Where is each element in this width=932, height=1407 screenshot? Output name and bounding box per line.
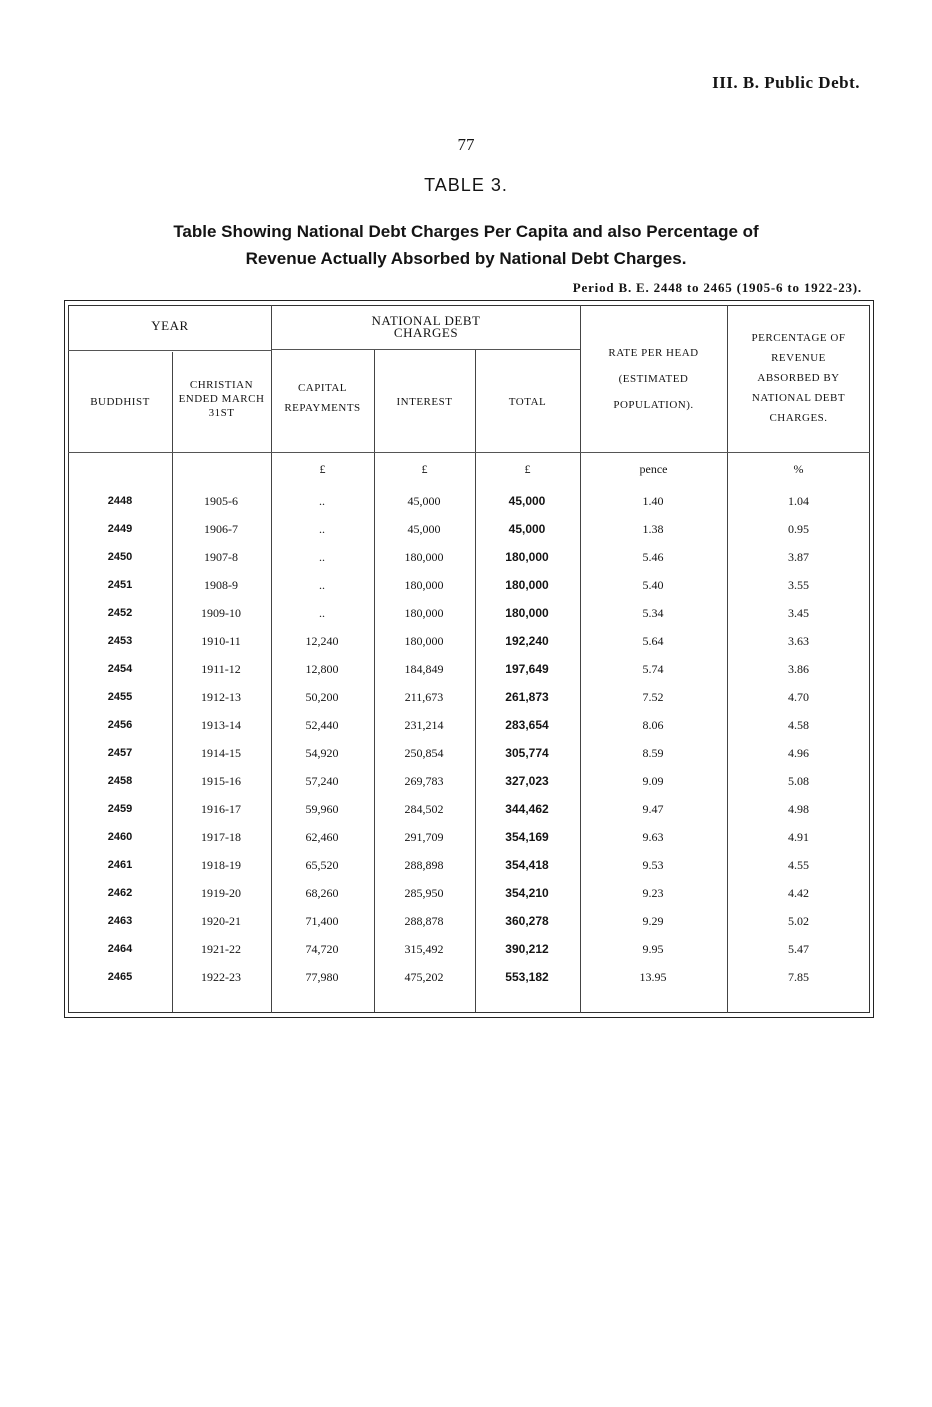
table-row [68, 655, 870, 683]
rate-per-head-cell: 5.46 [642, 550, 664, 564]
percentage-cell: 3.63 [788, 634, 809, 648]
interest-cell: 45,000 [407, 494, 441, 508]
buddhist-year-cell: 2448 [107, 495, 133, 507]
table-row [68, 851, 870, 879]
interest-cell: 180,000 [404, 634, 444, 648]
buddhist-year-cell: 2451 [107, 579, 133, 591]
rate-per-head-cell: 8.59 [642, 746, 664, 760]
capital-repayments-cell: .. [319, 550, 325, 564]
buddhist-year-cell: 2461 [107, 859, 133, 871]
capital-repayments-cell: 12,240 [305, 634, 339, 648]
total-cell: 390,212 [505, 942, 549, 956]
rate-per-head-cell: 9.23 [642, 886, 664, 900]
header-percentage-line-2: REVENUE [771, 352, 826, 364]
rate-per-head-cell: 9.95 [642, 942, 664, 956]
rate-per-head-cell: 5.34 [642, 606, 664, 620]
unit-percentage: % [793, 462, 804, 476]
interest-cell: 288,898 [404, 858, 444, 872]
table-label: TABLE 3. [424, 175, 508, 195]
header-christian-line-1: CHRISTIAN [189, 379, 254, 391]
total-cell: 192,240 [505, 634, 549, 648]
section-reference: III. B. Public Debt. [712, 73, 860, 92]
interest-cell: 284,502 [404, 802, 444, 816]
capital-repayments-cell: 74,720 [305, 942, 339, 956]
unit-capital: £ [319, 462, 326, 476]
capital-repayments-cell: 65,520 [305, 858, 339, 872]
header-percentage-line-4: NATIONAL DEBT [751, 392, 846, 404]
total-cell: 305,774 [505, 746, 549, 760]
table-row [68, 907, 870, 935]
rate-per-head-cell: 5.64 [642, 634, 664, 648]
table-title-line-1: Table Showing National Debt Charges Per Capita and also Percentage of [173, 222, 759, 241]
capital-repayments-cell: .. [319, 606, 325, 620]
rate-per-head-cell: 9.53 [642, 858, 664, 872]
percentage-cell: 3.87 [788, 550, 809, 564]
buddhist-year-cell: 2465 [107, 971, 133, 983]
period-caption: Period B. E. 2448 to 2465 (1905-6 to 1922-23). [572, 280, 862, 295]
percentage-cell: 4.55 [788, 858, 809, 872]
percentage-cell: 4.42 [788, 886, 809, 900]
interest-cell: 45,000 [407, 522, 441, 536]
christian-year-cell: 1920-21 [201, 914, 241, 928]
table-row [68, 767, 870, 795]
total-cell: 354,210 [505, 886, 549, 900]
table-row [68, 935, 870, 963]
buddhist-year-cell: 2452 [107, 607, 133, 619]
rate-per-head-cell: 9.47 [642, 802, 664, 816]
buddhist-year-cell: 2454 [107, 663, 133, 675]
capital-repayments-cell: .. [319, 522, 325, 536]
unit-interest: £ [421, 462, 428, 476]
buddhist-year-cell: 2458 [107, 775, 133, 787]
capital-repayments-cell: 59,960 [305, 802, 339, 816]
capital-repayments-cell: 57,240 [305, 774, 339, 788]
rate-per-head-cell: 9.63 [642, 830, 664, 844]
table-title [0, 218, 932, 272]
table-row [68, 543, 870, 571]
christian-year-cell: 1915-16 [201, 774, 241, 788]
interest-cell: 180,000 [404, 550, 444, 564]
table-row [68, 711, 870, 739]
total-cell: 261,873 [505, 690, 549, 704]
header-year: YEAR [151, 318, 189, 333]
christian-year-cell: 1908-9 [204, 578, 238, 592]
christian-year-cell: 1918-19 [201, 858, 241, 872]
christian-year-cell: 1905-6 [204, 494, 238, 508]
total-cell: 180,000 [505, 606, 549, 620]
buddhist-year-cell: 2459 [107, 803, 133, 815]
buddhist-year-cell: 2449 [107, 523, 133, 535]
percentage-cell: 4.70 [788, 690, 809, 704]
capital-repayments-cell: 71,400 [305, 914, 339, 928]
rule-under-header [68, 452, 870, 453]
header-rate-line-2: (ESTIMATED [618, 373, 689, 385]
percentage-cell: 5.47 [788, 942, 809, 956]
total-cell: 553,182 [505, 970, 549, 984]
interest-cell: 285,950 [404, 886, 444, 900]
buddhist-year-cell: 2460 [107, 831, 133, 843]
percentage-cell: 7.85 [788, 970, 809, 984]
percentage-cell: 5.08 [788, 774, 809, 788]
header-percentage-line-5: CHARGES. [769, 412, 828, 424]
header-christian-line-2: ENDED MARCH [178, 393, 265, 405]
total-cell: 283,654 [505, 718, 549, 732]
interest-cell: 269,783 [404, 774, 444, 788]
interest-cell: 180,000 [404, 606, 444, 620]
header-rate [580, 340, 727, 418]
header-buddhist: BUDDHIST [90, 396, 150, 408]
header-percentage-line-1: PERCENTAGE OF [751, 332, 846, 344]
rate-per-head-cell: 9.29 [642, 914, 664, 928]
header-christian-line-3: 31ST [208, 407, 235, 419]
header-capital-line-2: REPAYMENTS [284, 402, 361, 414]
christian-year-cell: 1913-14 [201, 718, 241, 732]
buddhist-year-cell: 2457 [107, 747, 133, 759]
percentage-cell: 4.98 [788, 802, 809, 816]
rate-per-head-cell: 9.09 [642, 774, 664, 788]
percentage-cell: 3.86 [788, 662, 809, 676]
rate-per-head-cell: 1.40 [642, 494, 664, 508]
rule-under-debt-charges [272, 349, 580, 350]
rate-per-head-cell: 5.74 [642, 662, 664, 676]
christian-year-cell: 1906-7 [204, 522, 238, 536]
buddhist-year-cell: 2462 [107, 887, 133, 899]
total-cell: 354,418 [505, 858, 549, 872]
total-cell: 45,000 [508, 522, 546, 536]
total-cell: 45,000 [508, 494, 546, 508]
table-row [68, 739, 870, 767]
interest-cell: 250,854 [404, 746, 444, 760]
christian-year-cell: 1907-8 [204, 550, 238, 564]
header-percentage-line-3: ABSORBED BY [757, 372, 840, 384]
header-ndc-line-1: NATIONAL DEBT [371, 313, 481, 328]
christian-year-cell: 1917-18 [201, 830, 241, 844]
percentage-cell: 4.96 [788, 746, 809, 760]
interest-cell: 231,214 [404, 718, 444, 732]
christian-year-cell: 1911-12 [201, 662, 241, 676]
header-ndc-line-2: CHARGES [393, 325, 459, 340]
capital-repayments-cell: .. [319, 578, 325, 592]
percentage-cell: 5.02 [788, 914, 809, 928]
capital-repayments-cell: 52,440 [305, 718, 339, 732]
table-row [68, 571, 870, 599]
capital-repayments-cell: 50,200 [305, 690, 339, 704]
total-cell: 344,462 [505, 802, 549, 816]
header-total: TOTAL [508, 396, 547, 408]
interest-cell: 315,492 [404, 942, 444, 956]
rate-per-head-cell: 8.06 [642, 718, 664, 732]
interest-cell: 184,849 [404, 662, 444, 676]
rate-per-head-cell: 1.38 [642, 522, 664, 536]
table-row [68, 515, 870, 543]
table-row [68, 627, 870, 655]
percentage-cell: 4.91 [788, 830, 809, 844]
interest-cell: 180,000 [404, 578, 444, 592]
capital-repayments-cell: 77,980 [305, 970, 339, 984]
header-capital-line-1: CAPITAL [297, 382, 348, 394]
page-number: 77 [457, 135, 475, 154]
percentage-cell: 1.04 [788, 494, 809, 508]
buddhist-year-cell: 2456 [107, 719, 133, 731]
header-percentage [727, 328, 870, 428]
buddhist-year-cell: 2455 [107, 691, 133, 703]
christian-year-cell: 1922-23 [201, 970, 241, 984]
total-cell: 197,649 [505, 662, 549, 676]
total-cell: 360,278 [505, 914, 549, 928]
percentage-cell: 0.95 [788, 522, 809, 536]
table-row [68, 879, 870, 907]
buddhist-year-cell: 2464 [107, 943, 133, 955]
christian-year-cell: 1914-15 [201, 746, 241, 760]
unit-rate: pence [639, 462, 668, 476]
christian-year-cell: 1919-20 [201, 886, 241, 900]
total-cell: 327,023 [505, 774, 549, 788]
christian-year-cell: 1921-22 [201, 942, 241, 956]
header-capital [271, 378, 374, 418]
table-row [68, 823, 870, 851]
percentage-cell: 4.58 [788, 718, 809, 732]
capital-repayments-cell: 62,460 [305, 830, 339, 844]
christian-year-cell: 1910-11 [201, 634, 241, 648]
total-cell: 180,000 [505, 550, 549, 564]
rule-under-year [68, 350, 272, 351]
christian-year-cell: 1909-10 [201, 606, 241, 620]
capital-repayments-cell: .. [319, 494, 325, 508]
table-row [68, 487, 870, 515]
interest-cell: 475,202 [404, 970, 444, 984]
total-cell: 180,000 [505, 578, 549, 592]
rate-per-head-cell: 5.40 [642, 578, 664, 592]
interest-cell: 288,878 [404, 914, 444, 928]
header-christian [172, 378, 271, 420]
table-row [68, 683, 870, 711]
buddhist-year-cell: 2450 [107, 551, 133, 563]
buddhist-year-cell: 2463 [107, 915, 133, 927]
interest-cell: 291,709 [404, 830, 444, 844]
table-row [68, 963, 870, 991]
header-rate-line-1: RATE PER HEAD [608, 347, 699, 359]
table-row [68, 795, 870, 823]
header-rate-line-3: POPULATION). [613, 399, 694, 411]
buddhist-year-cell: 2453 [107, 635, 133, 647]
percentage-cell: 3.45 [788, 606, 809, 620]
total-cell: 354,169 [505, 830, 549, 844]
christian-year-cell: 1916-17 [201, 802, 241, 816]
interest-cell: 211,673 [404, 690, 444, 704]
header-interest: INTEREST [396, 396, 453, 408]
unit-total: £ [524, 462, 531, 476]
table-row [68, 599, 870, 627]
capital-repayments-cell: 12,800 [305, 662, 339, 676]
capital-repayments-cell: 54,920 [305, 746, 339, 760]
rate-per-head-cell: 7.52 [642, 690, 664, 704]
christian-year-cell: 1912-13 [201, 690, 241, 704]
table-title-line-2: Revenue Actually Absorbed by National Debt Charges. [245, 249, 687, 268]
rate-per-head-cell: 13.95 [639, 970, 667, 984]
capital-repayments-cell: 68,260 [305, 886, 339, 900]
percentage-cell: 3.55 [788, 578, 809, 592]
header-national-debt-charges [272, 315, 580, 339]
